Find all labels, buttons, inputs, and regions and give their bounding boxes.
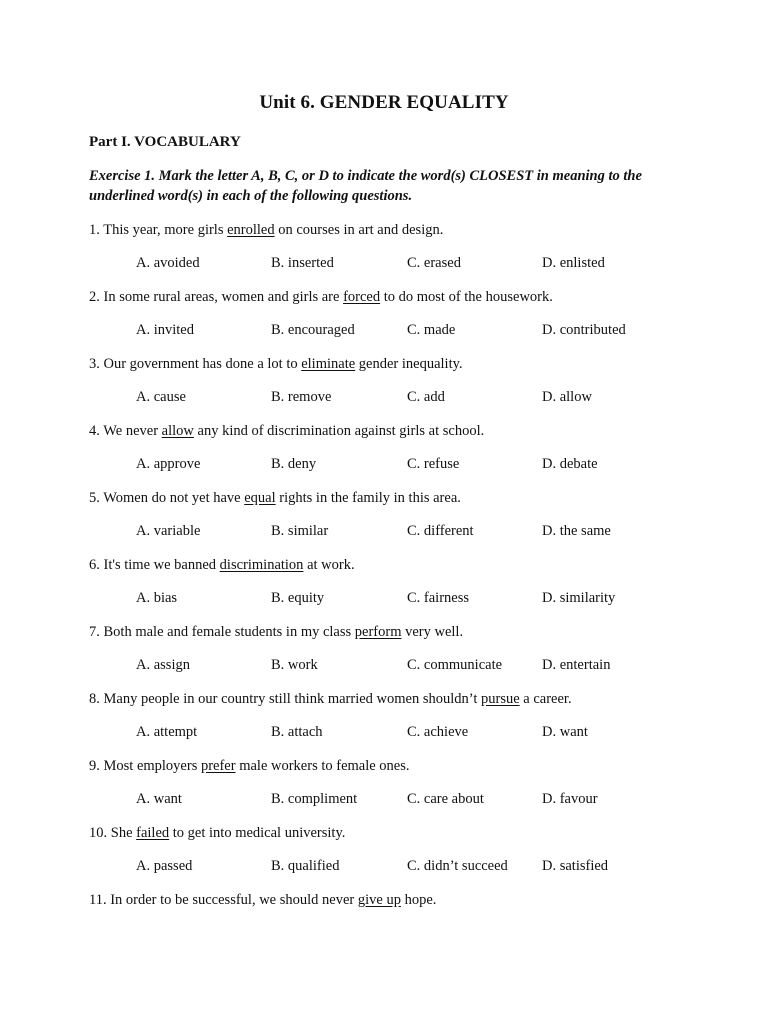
question-text: It's time we banned xyxy=(103,557,220,573)
option-c: C. fairness xyxy=(407,590,470,606)
option-b: B. remove xyxy=(271,389,332,405)
question-text: In some rural areas, women and girls are xyxy=(103,289,344,305)
question-number: 2. xyxy=(89,289,104,305)
question-text: very well. xyxy=(401,624,464,640)
question-number: 8. xyxy=(89,691,104,707)
question-5 xyxy=(89,490,461,507)
option-a: A. invited xyxy=(136,322,194,338)
question-text: a career. xyxy=(519,691,572,707)
question-text: Our government has done a lot to xyxy=(103,356,302,372)
option-a: A. cause xyxy=(136,389,186,405)
option-c: C. erased xyxy=(407,255,461,271)
option-b: B. deny xyxy=(271,456,317,472)
question-number: 10. xyxy=(89,825,111,841)
option-b: B. work xyxy=(271,657,318,673)
option-a: A. variable xyxy=(136,523,201,539)
option-d: D. contributed xyxy=(542,322,626,338)
question-number: 6. xyxy=(89,557,104,573)
option-c: C. refuse xyxy=(407,456,460,472)
question-number: 5. xyxy=(89,490,104,506)
question-text: We never xyxy=(103,423,162,439)
option-c: C. made xyxy=(407,322,456,338)
underlined-word: perform xyxy=(354,624,402,640)
question-9 xyxy=(89,758,410,775)
underlined-word: enrolled xyxy=(227,222,275,238)
question-2 xyxy=(89,289,553,306)
question-number: 4. xyxy=(89,423,104,439)
option-d: D. similarity xyxy=(542,590,616,606)
unit-title: Unit 6. GENDER EQUALITY xyxy=(259,92,509,113)
option-d: D. favour xyxy=(542,791,598,807)
underlined-word: give up xyxy=(357,892,401,908)
underlined-word: eliminate xyxy=(301,356,356,372)
option-c: C. achieve xyxy=(407,724,469,740)
question-number: 9. xyxy=(89,758,104,774)
option-c: C. didn’t succeed xyxy=(407,858,508,874)
question-text: Women do not yet have xyxy=(103,490,245,506)
question-number: 1. xyxy=(89,222,104,238)
question-number: 7. xyxy=(89,624,104,640)
question-text: This year, more girls xyxy=(103,222,228,238)
option-a: A. attempt xyxy=(136,724,198,740)
option-b: B. similar xyxy=(271,523,329,539)
question-text: gender inequality. xyxy=(355,356,463,372)
option-c: C. different xyxy=(407,523,474,539)
option-a: A. bias xyxy=(136,590,178,606)
question-7 xyxy=(89,624,463,641)
option-c: C. communicate xyxy=(407,657,503,673)
option-a: A. passed xyxy=(136,858,193,874)
option-d: D. entertain xyxy=(542,657,611,673)
option-d: D. debate xyxy=(542,456,598,472)
underlined-word: forced xyxy=(343,289,381,305)
question-text: Many people in our country still think married women shouldn’t xyxy=(103,691,481,707)
question-text: Most employers xyxy=(103,758,201,774)
question-text: at work. xyxy=(303,557,355,573)
option-c: C. add xyxy=(407,389,445,405)
option-a: A. avoided xyxy=(136,255,200,271)
exercise-instruction: Exercise 1. Mark the letter A, B, C, or D to indicate the word(s) CLOSEST in meaning to the underlined word(s) in each of the following questions. xyxy=(89,168,642,204)
question-text: Both male and female students in my class xyxy=(103,624,355,640)
option-b: B. inserted xyxy=(271,255,334,271)
option-a: A. approve xyxy=(136,456,201,472)
option-d: D. allow xyxy=(542,389,592,405)
question-text: male workers to female ones. xyxy=(235,758,410,774)
option-d: D. enlisted xyxy=(542,255,605,271)
option-d: D. the same xyxy=(542,523,611,539)
question-3 xyxy=(89,356,463,373)
option-b: B. compliment xyxy=(271,791,358,807)
underlined-word: equal xyxy=(244,490,276,506)
part-heading: Part I. VOCABULARY xyxy=(89,134,241,150)
question-11 xyxy=(89,892,436,909)
option-c: C. care about xyxy=(407,791,484,807)
question-10 xyxy=(89,825,345,842)
underlined-word: allow xyxy=(161,423,194,439)
question-text: on courses in art and design. xyxy=(274,222,444,238)
option-b: B. equity xyxy=(271,590,325,606)
option-d: D. want xyxy=(542,724,588,740)
question-text: hope. xyxy=(400,892,437,908)
question-text: any kind of discrimination against girls at school. xyxy=(193,423,485,439)
option-b: B. encouraged xyxy=(271,322,355,338)
underlined-word: discrimination xyxy=(219,557,304,573)
question-number: 11. xyxy=(89,892,111,908)
question-number: 3. xyxy=(89,356,104,372)
underlined-word: prefer xyxy=(200,758,236,774)
question-text: In order to be successful, we should never xyxy=(110,892,358,908)
question-1 xyxy=(89,222,443,239)
underlined-word: pursue xyxy=(480,691,520,707)
underlined-word: failed xyxy=(136,825,170,841)
question-4 xyxy=(89,423,484,440)
question-text: to get into medical university. xyxy=(169,825,346,841)
option-a: A. want xyxy=(136,791,182,807)
question-text: She xyxy=(110,825,137,841)
option-b: B. qualified xyxy=(271,858,340,874)
option-b: B. attach xyxy=(271,724,323,740)
question-8 xyxy=(89,691,572,708)
question-text: rights in the family in this area. xyxy=(275,490,461,506)
option-d: D. satisfied xyxy=(542,858,609,874)
question-6 xyxy=(89,557,355,574)
question-text: to do most of the housework. xyxy=(380,289,553,305)
option-a: A. assign xyxy=(136,657,190,673)
